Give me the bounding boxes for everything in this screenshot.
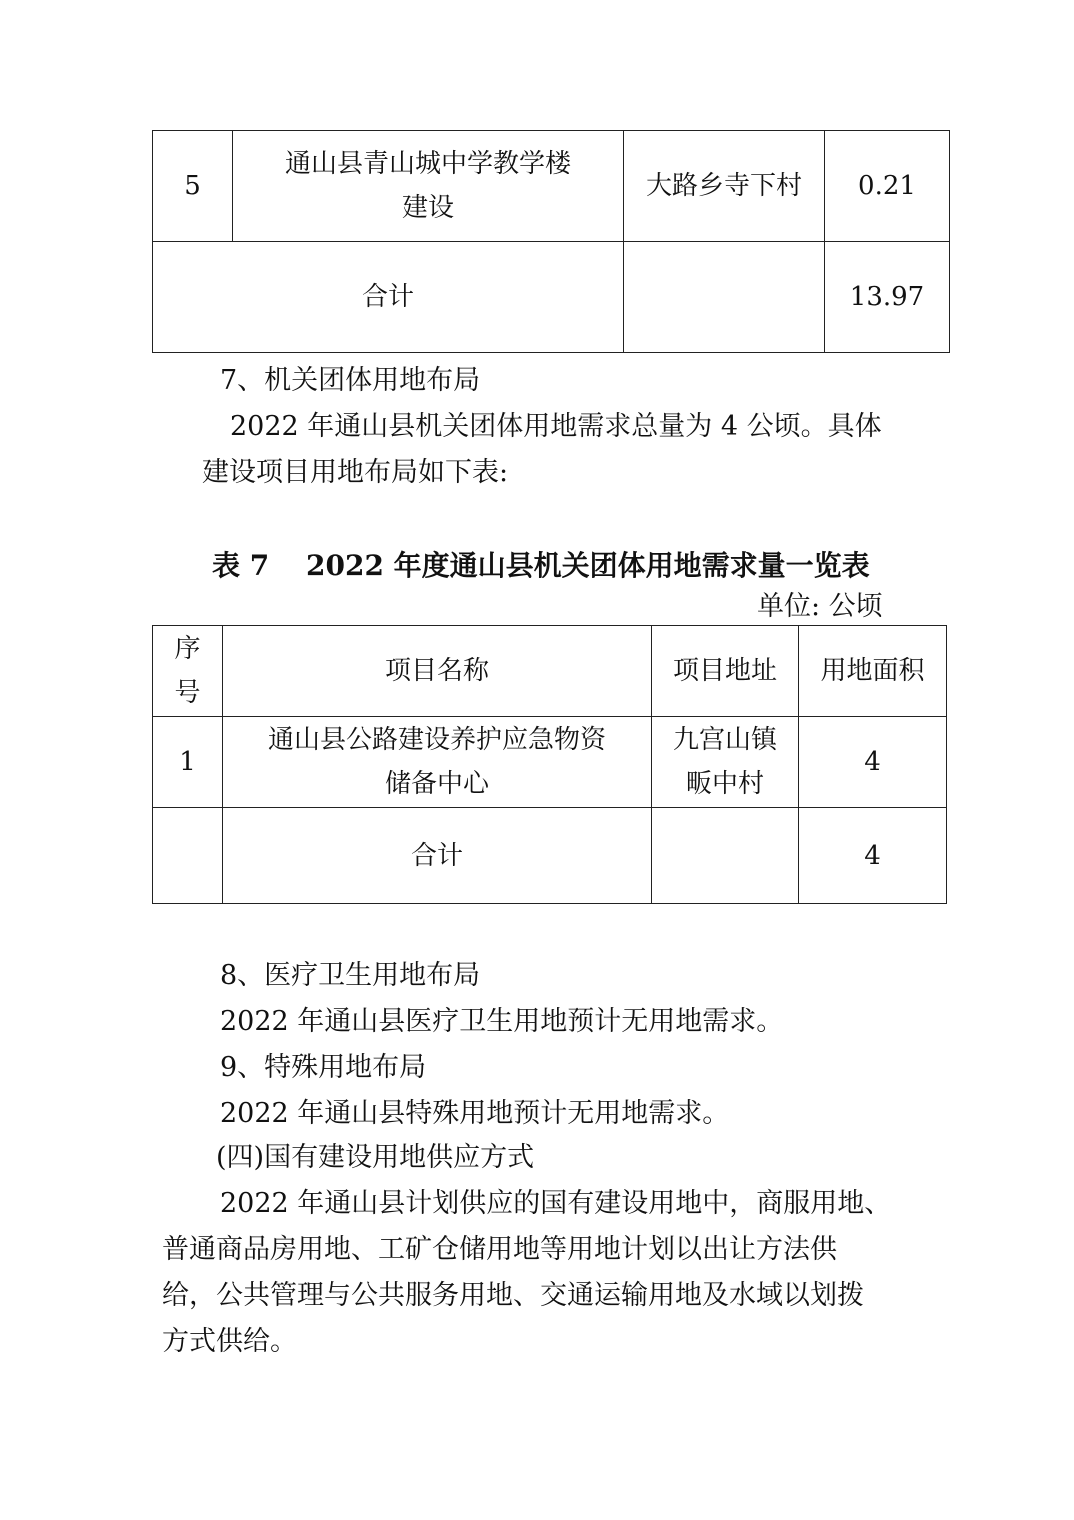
project-area: 0.21 xyxy=(825,131,950,242)
project-name: 通山县青山城中学教学楼 建设 xyxy=(233,131,624,242)
table7-unit: 单位: 公顷 xyxy=(757,591,883,622)
table7 xyxy=(152,625,947,904)
section7-para-line2: 建设项目用地布局如下表: xyxy=(202,457,509,488)
total-location xyxy=(624,242,825,353)
section4-line: 给，公共管理与公共服务用地、交通运输用地及水域以划拨 xyxy=(162,1280,864,1311)
total-area: 13.97 xyxy=(825,242,950,353)
total-no xyxy=(153,808,223,904)
row-number: 5 xyxy=(153,131,233,242)
table-row xyxy=(153,131,950,242)
section4-line: 方式供给。 xyxy=(162,1326,297,1357)
section4-line: 普通商品房用地、工矿仓储用地等用地计划以出让方法供 xyxy=(162,1234,837,1265)
total-location xyxy=(652,808,799,904)
project-location: 九宫山镇 畈中村 xyxy=(652,717,799,808)
section9-text: 2022 年通山县特殊用地预计无用地需求。 xyxy=(220,1098,730,1129)
section4-line: 2022 年通山县计划供应的国有建设用地中，商服用地、 xyxy=(220,1188,892,1219)
table7-caption-title: 2022 年度通山县机关团体用地需求量一览表 xyxy=(306,549,870,582)
project-area: 4 xyxy=(799,717,947,808)
top-table xyxy=(152,130,950,353)
project-location: 大路乡寺下村 xyxy=(624,131,825,242)
section7-para-line1: 2022 年通山县机关团体用地需求总量为 4 公顷。具体 xyxy=(230,411,882,442)
project-name: 通山县公路建设养护应急物资 储备中心 xyxy=(223,717,652,808)
table-header-row xyxy=(153,626,947,717)
section4-heading: (四)国有建设用地供应方式 xyxy=(216,1142,535,1173)
header-name: 项目名称 xyxy=(223,626,652,717)
header-no: 序 号 xyxy=(153,626,223,717)
table7-caption-no: 表 7 xyxy=(212,549,270,582)
section7-heading: 7、机关团体用地布局 xyxy=(220,365,481,396)
section8-heading: 8、医疗卫生用地布局 xyxy=(220,960,481,991)
header-location: 项目地址 xyxy=(652,626,799,717)
header-area: 用地面积 xyxy=(799,626,947,717)
total-row xyxy=(153,808,947,904)
row-number: 1 xyxy=(153,717,223,808)
total-label: 合计 xyxy=(153,242,624,353)
total-label: 合计 xyxy=(223,808,652,904)
section9-heading: 9、特殊用地布局 xyxy=(220,1052,427,1083)
table-row xyxy=(153,717,947,808)
total-area: 4 xyxy=(799,808,947,904)
section8-text: 2022 年通山县医疗卫生用地预计无用地需求。 xyxy=(220,1006,784,1037)
total-row xyxy=(153,242,950,353)
